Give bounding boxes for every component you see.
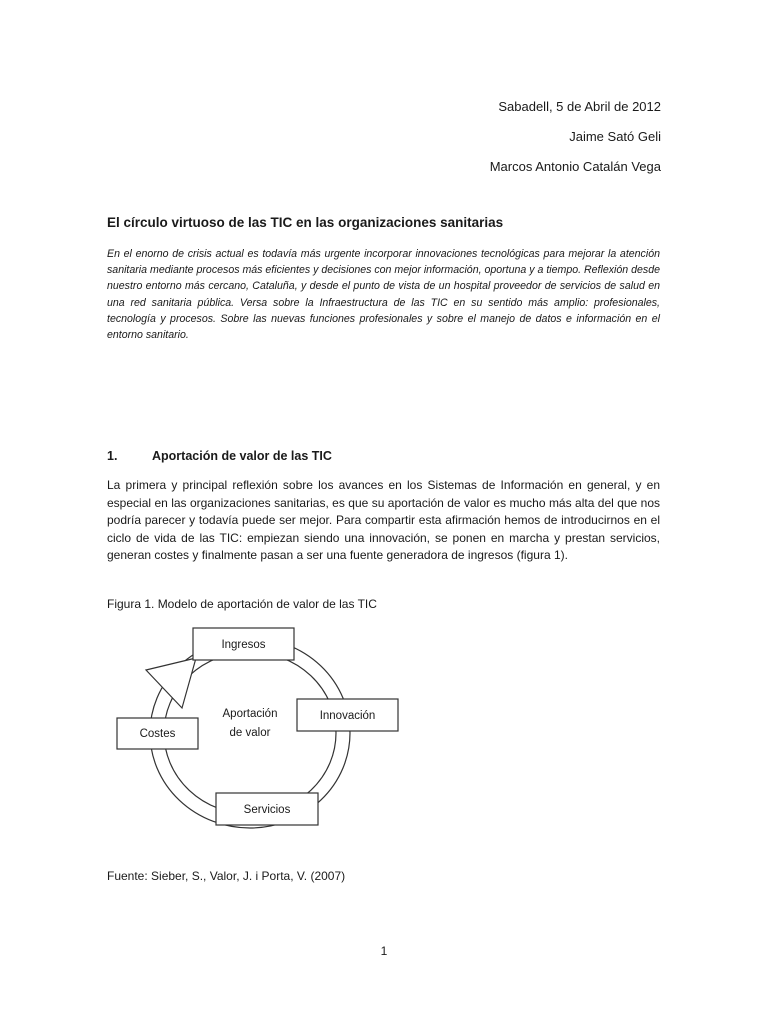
author-1: Jaime Sató Geli [569, 129, 661, 144]
figure-source: Fuente: Sieber, S., Valor, J. i Porta, V. (2007) [107, 869, 346, 883]
node-ingresos-label: Ingresos [221, 639, 266, 651]
value-cycle-diagram [100, 618, 410, 833]
section-heading [107, 449, 332, 463]
figure-caption: Figura 1. Modelo de aportación de valor de las TIC [107, 597, 377, 611]
body-paragraph: La primera y principal reflexión sobre los avances en los Sistemas de Información en general, y en especial en las organizaciones sanitarias, es que su aportación de valor es mucho más alta del que nos podría parecer y todavía puede ser mejor. Para compartir esta afirmación hemos de introducirnos en el ciclo de vida de las TIC: empiezan siendo una innovación, se ponen en marcha y prestan servicios, generan costes y finalmente pasan a ser una fuente generadora de ingresos (figura 1). [107, 478, 660, 563]
center-label-line-2: de valor [229, 727, 271, 739]
document-title: El círculo virtuoso de las TIC en las organizaciones sanitarias [107, 215, 504, 230]
page-number: 1 [380, 944, 388, 958]
place-date: Sabadell, 5 de Abril de 2012 [498, 99, 661, 114]
section-title: Aportación de valor de las TIC [152, 449, 332, 463]
center-label-line-1: Aportación [222, 708, 278, 720]
node-costes-label: Costes [139, 728, 176, 740]
node-innovacion-label: Innovación [319, 710, 376, 722]
section-number: 1. [107, 449, 118, 463]
document-header [490, 92, 661, 182]
abstract: En el enorno de crisis actual es todavía más urgente incorporar innovaciones tecnológicas para mejorar la atención sanitaria mediante procesos más eficientes y decisiones con mejor información, oportuna y a tiempo. Reflexión desde nuestro entorno más cercano, Cataluña, y desde el punto de vista de un hospital proveedor de servicios de salud en una red sanitaria pública. Versa sobre la Infraestructura de las TIC en su sentido más amplio: profesionales, tecnología y procesos. Sobre las nuevas funciones profesionales y sobre el manejo de datos e información en el entorno sanitario. [107, 248, 660, 342]
node-servicios-label: Servicios [243, 804, 291, 816]
author-2: Marcos Antonio Catalán Vega [489, 159, 661, 174]
